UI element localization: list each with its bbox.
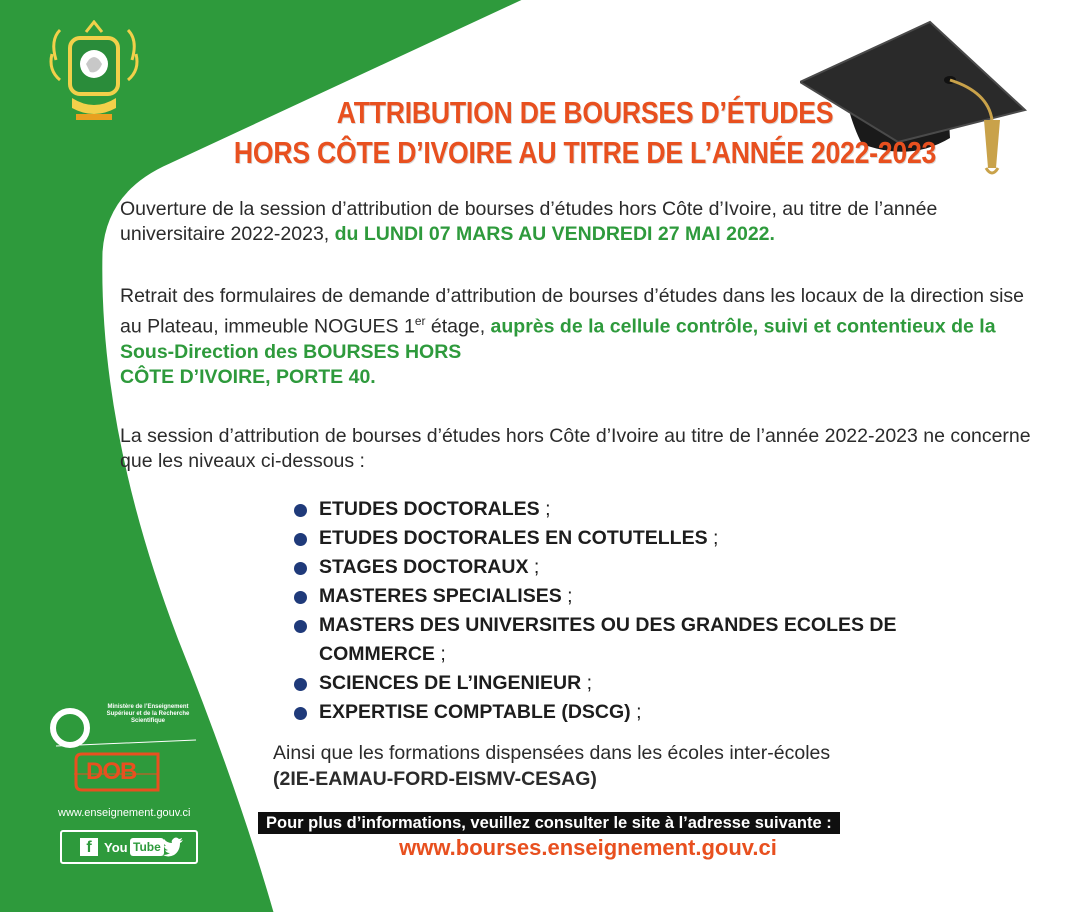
level-label: MASTERES SPECIALISES [319, 585, 562, 607]
bullet-dot-icon [294, 707, 307, 720]
session-dates: du LUNDI 07 MARS AU VENDREDI 27 MAI 2022. [334, 223, 775, 245]
inter-schools-list: (2IE-EAMAU-FORD-EISMV-CESAG) [273, 768, 597, 790]
list-item [292, 611, 1012, 669]
list-item [292, 582, 1012, 611]
level-suffix: ; [630, 701, 642, 723]
level-suffix: ; [561, 585, 573, 607]
level-suffix: ; [581, 672, 593, 694]
levels-intro-paragraph: La session d’attribution de bourses d’études hors Côte d’Ivoire au titre de l’année 2022-2023 ne concerne que les niveaux ci-dessous : [120, 425, 1031, 472]
bullet-dot-icon [294, 504, 307, 517]
level-suffix: ; [539, 498, 551, 520]
ministry-name: Ministère de l’Enseignement Supérieur et de la Recherche Scientifique [106, 704, 190, 724]
levels-list [292, 495, 1012, 727]
social-links [60, 830, 198, 864]
session-opening-paragraph [120, 197, 1040, 247]
pickup-location-b: CÔTE D’IVOIRE, PORTE 40. [120, 365, 376, 388]
level-suffix: ; [528, 556, 540, 578]
inter-schools-paragraph [273, 740, 973, 792]
list-item [292, 669, 1012, 698]
bullet-dot-icon [294, 533, 307, 546]
level-label: MASTERS DES UNIVERSITES OU DES GRANDES ECOLES DE COMMERCE [319, 614, 897, 665]
level-label: EXPERTISE COMPTABLE (DSCG) [319, 701, 631, 723]
level-label: ETUDES DOCTORALES EN COTUTELLES [319, 527, 708, 549]
page-title [211, 93, 959, 173]
list-item [292, 698, 1012, 727]
form-pickup-paragraph [120, 284, 1040, 390]
session-opening-text: Ouverture de la session d’attribution de bourses d’études hors Côte d’Ivoire, au titre de l’année universitaire 2022-2023, [120, 198, 938, 245]
floor-superscript: er [414, 314, 426, 328]
title-line-1: ATTRIBUTION DE BOURSES D’ÉTUDES [336, 95, 834, 130]
twitter-icon[interactable] [162, 837, 184, 857]
coat-of-arms-logo [46, 20, 142, 126]
form-pickup-text: Retrait des formulaires de demande d’attribution de bourses d’études dans les locaux de la direction sise au Plateau, immeuble NOGUES 1 [120, 285, 1025, 338]
bullet-dot-icon [294, 591, 307, 604]
youtube-tube-label[interactable]: Tube [130, 838, 164, 856]
facebook-icon[interactable]: f [80, 838, 98, 856]
floor-text: étage, [425, 315, 491, 338]
list-item [292, 524, 1012, 553]
level-suffix: ; [434, 643, 446, 665]
list-item [292, 495, 1012, 524]
level-label: SCIENCES DE L’INGENIEUR [319, 672, 582, 694]
ministry-website-link[interactable]: www.enseignement.gouv.ci [58, 807, 191, 819]
youtube-icon[interactable]: You [104, 840, 128, 855]
level-label: ETUDES DOCTORALES [319, 498, 540, 520]
info-banner: Pour plus d’informations, veuillez consulter le site à l’adresse suivante : [258, 812, 840, 834]
level-suffix: ; [707, 527, 719, 549]
bullet-dot-icon [294, 620, 307, 633]
bullet-dot-icon [294, 678, 307, 691]
bourses-website-link[interactable]: www.bourses.enseignement.gouv.ci [399, 835, 777, 860]
bullet-dot-icon [294, 562, 307, 575]
dob-label: DOB [86, 758, 137, 785]
pickup-location-a: auprès de la cellule contrôle, suivi et contentieux de la Sous-Direction des BOURSES HORS [120, 315, 996, 363]
level-label: STAGES DOCTORAUX [319, 556, 529, 578]
list-item [292, 553, 1012, 582]
title-line-2: HORS CÔTE D’IVOIRE AU TITRE DE L’ANNÉE 2022-2023 [233, 135, 937, 170]
inter-schools-text: Ainsi que les formations dispensées dans les écoles inter-écoles [273, 742, 831, 764]
